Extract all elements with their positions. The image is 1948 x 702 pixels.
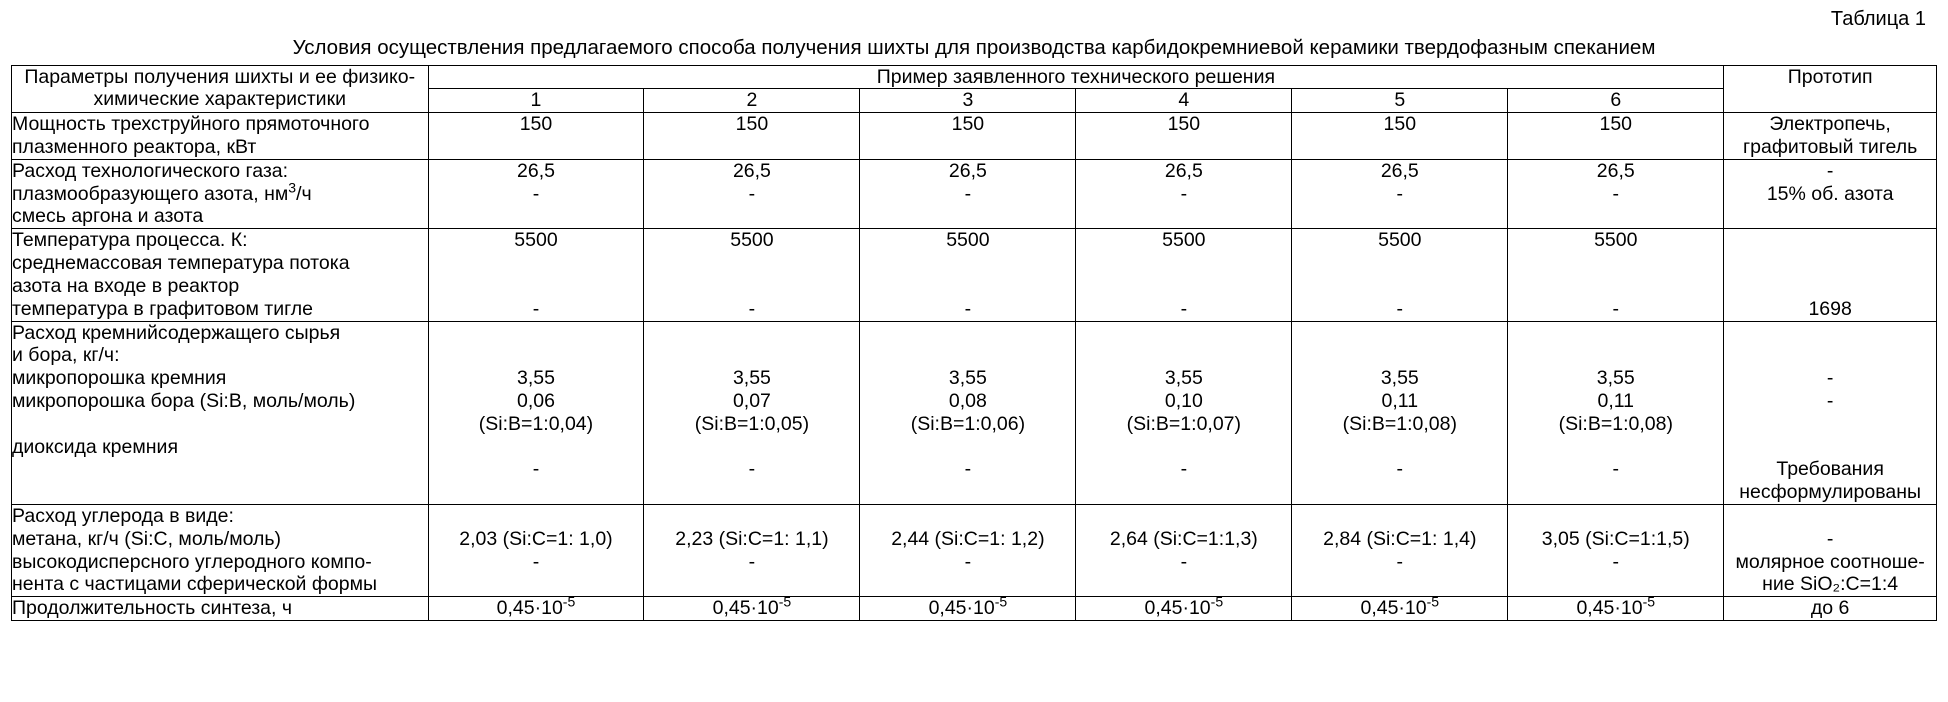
table-row [12,113,1937,160]
table-row [12,229,1937,321]
row-value: 26,5 - [860,159,1076,228]
row-value: 5500 - [1292,229,1508,321]
value-base: 0,45·10 [1360,597,1427,620]
value-base: 0,45·10 [928,597,995,620]
row-value [1508,593,1724,621]
row-value: 26,5 - [1508,159,1724,228]
header-example-2: 2 [644,89,860,113]
row-parameter: Расход кремнийсодержащего сырья и бора, кг/ч: микропорошка кремния микропорошка бора (Si:B, моль/моль) диоксида кремния [12,321,429,505]
value-base: 0,45·10 [1144,597,1211,620]
value-superscript: -5 [562,593,576,610]
value-superscript: -5 [994,593,1008,610]
row-value: 150 [1508,113,1724,160]
conditions-table [11,65,1937,622]
header-example-4: 4 [1076,89,1292,113]
row-value: 5500 - [860,229,1076,321]
row-value: 26,5 - [428,159,644,228]
value-superscript: -5 [1426,593,1440,610]
row-value: 3,55 0,08 (Si:B=1:0,06) - [860,321,1076,505]
row-prototype: - - Требования несформулированы [1724,321,1937,505]
row-value: 2,64 (Si:C=1:1,3) - [1076,505,1292,597]
table-row [12,159,1937,228]
row-value [428,593,644,621]
row-value: 2,03 (Si:C=1: 1,0) - [428,505,644,597]
header-parameters: Параметры получения шихты и ее физико-химические характеристики [12,65,429,113]
header-example-1: 1 [428,89,644,113]
row-value: 3,05 (Si:C=1:1,5) - [1508,505,1724,597]
row-value: 150 [428,113,644,160]
table-row [12,597,1937,621]
row-value: 3,55 0,10 (Si:B=1:0,07) - [1076,321,1292,505]
row-value: 3,55 0,07 (Si:B=1:0,05) - [644,321,860,505]
row-prototype: - молярное соотноше- ние SiO₂:С=1:4 [1724,505,1937,597]
param-line-1: Расход технологического газа: [12,159,289,182]
row-value: 26,5 - [1292,159,1508,228]
row-prototype: Электропечь, графитовый тигель [1724,113,1937,160]
header-example-5: 5 [1292,89,1508,113]
table-caption: Условия осуществления предлагаемого способа получения шихты для производства карбидокремниевой керамики твердофазным спеканием [292,36,1656,59]
param-line-2-a: плазмообразующего азота, нм [12,182,289,205]
value-base: 0,45·10 [496,597,563,620]
param-superscript: 3 [288,179,297,196]
header-examples-group: Пример заявленного технического решения [428,65,1724,89]
header-example-6: 6 [1508,89,1724,113]
row-value: 150 [644,113,860,160]
param-line-2-b: /ч [296,182,312,205]
value-superscript: -5 [1210,593,1224,610]
row-value: 3,55 0,06 (Si:B=1:0,04) - [428,321,644,505]
param-line-3: смесь аргона и азота [12,205,204,228]
header-prototype: Прототип [1724,65,1937,113]
row-parameter: Расход углерода в виде: метана, кг/ч (Si:C, моль/моль) высокодисперсного углеродного компо- нента с частицами сферической формы [12,505,429,597]
row-value: 2,44 (Si:C=1: 1,2) - [860,505,1076,597]
header-example-3: 3 [860,89,1076,113]
value-base: 0,45·10 [1576,597,1643,620]
row-value: 5500 - [1076,229,1292,321]
row-value: 5500 - [1508,229,1724,321]
row-value: 26,5 - [1076,159,1292,228]
table-header-row-1 [12,65,1937,89]
table-number: Таблица 1 [1830,8,1926,30]
row-value [1076,593,1292,621]
value-base: 0,45·10 [712,597,779,620]
row-prototype: - 15% об. азота [1724,159,1937,228]
row-value: 150 [860,113,1076,160]
row-parameter: Температура процесса. К: среднемассовая температура потока азота на входе в реактор температура в графитовом тигле [12,229,429,321]
row-parameter: Продолжительность синтеза, ч [12,597,429,621]
row-value: 5500 - [428,229,644,321]
row-prototype: 1698 [1724,229,1937,321]
row-value: 3,55 0,11 (Si:B=1:0,08) - [1292,321,1508,505]
row-value: 3,55 0,11 (Si:B=1:0,08) - [1508,321,1724,505]
row-value: 2,23 (Si:C=1: 1,1) - [644,505,860,597]
value-superscript: -5 [778,593,792,610]
table-row [12,321,1937,505]
row-value: 2,84 (Si:C=1: 1,4) - [1292,505,1508,597]
row-value: 150 [1292,113,1508,160]
row-value: 5500 - [644,229,860,321]
row-parameter: Мощность трехструйного прямоточного плазменного реактора, кВт [12,113,429,160]
row-parameter [12,159,429,228]
row-prototype: до 6 [1724,597,1937,621]
row-value: 26,5 - [644,159,860,228]
table-row [12,505,1937,597]
row-value: 150 [1076,113,1292,160]
row-value [644,593,860,621]
row-value [860,593,1076,621]
value-superscript: -5 [1642,593,1656,610]
row-value [1292,593,1508,621]
